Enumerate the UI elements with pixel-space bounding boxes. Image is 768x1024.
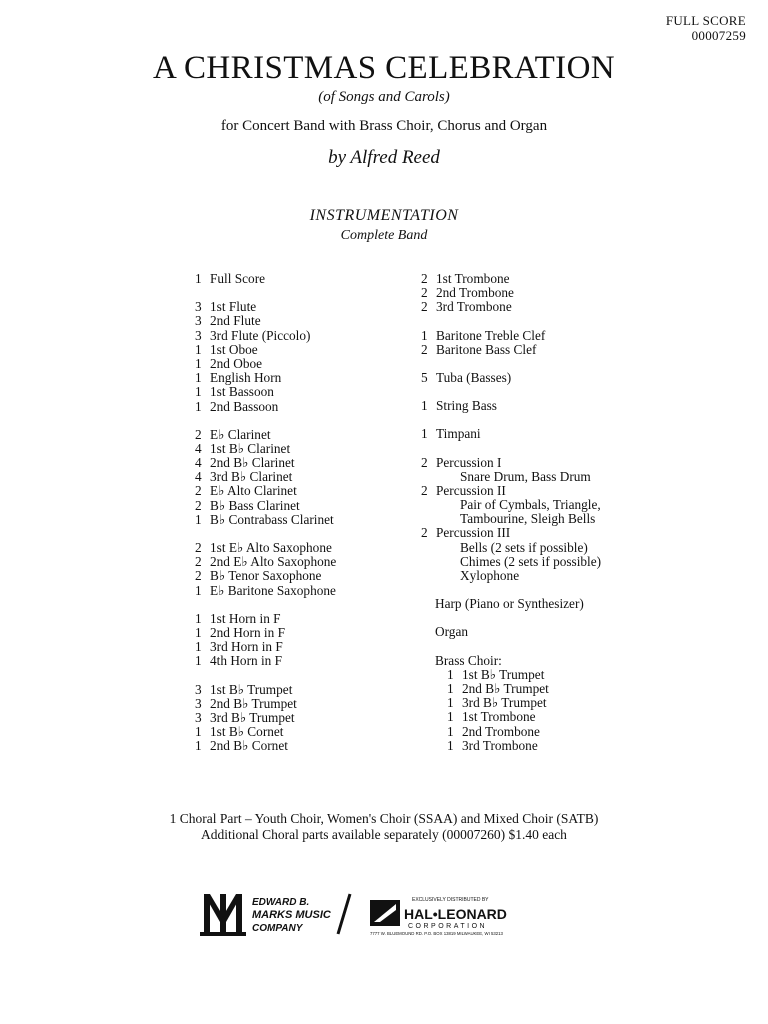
- instrument-quantity: 1: [447, 709, 454, 725]
- instrument-quantity: [421, 597, 435, 611]
- instrument-quantity: 1: [421, 426, 428, 442]
- instrument-name: Full Score: [210, 271, 266, 286]
- instrument-quantity: 1: [195, 511, 202, 527]
- instrument-row: [421, 555, 601, 569]
- instrument-quantity: 1: [195, 355, 202, 371]
- instrument-row: [195, 300, 336, 314]
- instrument-row: [421, 484, 601, 498]
- instrument-name: Organ: [435, 624, 468, 640]
- instrument-row: [421, 456, 601, 470]
- instrument-name: Pair of Cymbals, Triangle,: [460, 497, 601, 513]
- logo2-name: HAL•LEONARD: [404, 906, 507, 922]
- logo1-line1: EDWARD B.: [252, 897, 310, 908]
- logo2-corp: CORPORATION: [408, 923, 488, 930]
- instrument-quantity: [421, 498, 436, 512]
- hal-leonard-logo: [370, 897, 507, 936]
- instrument-quantity: 3: [195, 327, 202, 343]
- instrument-quantity: 2: [195, 568, 202, 584]
- score-type: FULL SCORE: [665, 13, 746, 28]
- instrument-name: Bells (2 sets if possible): [460, 539, 588, 555]
- instrument-name: 1st Horn in F: [210, 610, 281, 626]
- instrument-row: [421, 696, 601, 710]
- instrument-list-right: [421, 272, 601, 753]
- instrument-name: Percussion I: [436, 454, 502, 470]
- instrument-name: 2nd Trombone: [436, 285, 514, 301]
- instrument-quantity: 1: [195, 271, 202, 286]
- instrument-quantity: 1: [447, 666, 454, 682]
- instrument-row: [421, 725, 601, 739]
- page-title: A CHRISTMAS CELEBRATION: [152, 50, 616, 86]
- instrument-quantity: 4: [195, 469, 202, 485]
- score-header: [666, 13, 746, 43]
- instrument-name: 2nd B♭ Trumpet: [210, 695, 297, 711]
- instrument-quantity: [421, 541, 436, 555]
- instrument-row: [195, 654, 336, 668]
- instrument-name: 3rd Flute (Piccolo): [210, 327, 311, 343]
- instrument-name: 2nd B♭ Cornet: [210, 738, 288, 754]
- composer: by Alfred Reed: [328, 147, 440, 168]
- choral-line-2: Additional Choral parts available separately (00007260) $1.40 each: [201, 827, 567, 842]
- instrument-quantity: 1: [195, 724, 202, 740]
- instrument-name: 2nd B♭ Trumpet: [462, 680, 549, 696]
- instrument-row: [195, 612, 336, 626]
- instrument-name: 1st Bassoon: [210, 384, 274, 400]
- instrument-name: B♭ Contrabass Clarinet: [210, 511, 334, 527]
- instrument-quantity: 1: [195, 370, 202, 386]
- instrument-name: Snare Drum, Bass Drum: [460, 468, 591, 484]
- instrument-row: [195, 371, 336, 385]
- instrument-name: 3rd B♭ Trumpet: [462, 695, 547, 711]
- instrument-name: B♭ Tenor Saxophone: [210, 568, 322, 584]
- instrument-name: 2nd E♭ Alto Saxophone: [210, 554, 337, 570]
- logo1-line2: MARKS MUSIC: [252, 909, 331, 921]
- instrument-name: 2nd Oboe: [210, 355, 263, 371]
- instrument-row: [421, 286, 601, 300]
- brass-choir-row: [421, 654, 601, 668]
- instrument-row: [421, 300, 601, 314]
- instrument-row: [195, 626, 336, 640]
- instrument-quantity: 2: [421, 454, 428, 470]
- instrument-row: [195, 683, 336, 697]
- brass-choir-spacer: [421, 654, 435, 668]
- instrument-row: [195, 484, 336, 498]
- catalog-number: 00007259: [691, 28, 746, 43]
- instrument-quantity: 3: [195, 681, 202, 697]
- instrument-quantity: 1: [447, 737, 454, 753]
- instrument-row: [195, 697, 336, 711]
- instrument-quantity: 1: [195, 738, 202, 754]
- logo-divider: [338, 894, 350, 934]
- instrument-name: E♭ Clarinet: [210, 426, 271, 442]
- instrument-row: [421, 710, 601, 724]
- instrument-row: [421, 329, 601, 343]
- instrument-name: Harp (Piano or Synthesizer): [435, 596, 584, 612]
- instrument-quantity: 4: [195, 440, 202, 456]
- instrument-row: [421, 512, 601, 526]
- instrument-quantity: 1: [195, 610, 202, 626]
- instrument-quantity: 1: [195, 398, 202, 414]
- instrument-quantity: 1: [195, 639, 202, 655]
- choral-note: [0, 811, 768, 843]
- instrument-name: 3rd B♭ Clarinet: [210, 469, 293, 485]
- instrument-quantity: [421, 569, 436, 583]
- instrument-name: 3rd B♭ Trumpet: [210, 709, 295, 725]
- logo2-top: EXCLUSIVELY DISTRIBUTED BY: [412, 897, 489, 903]
- instrument-name: E♭ Alto Clarinet: [210, 483, 297, 499]
- instrument-name: 1st E♭ Alto Saxophone: [210, 540, 332, 555]
- instrument-name: Percussion II: [436, 482, 506, 498]
- instrument-row: [195, 640, 336, 654]
- instrument-name: 1st Trombone: [462, 709, 536, 725]
- instrument-name: B♭ Bass Clarinet: [210, 497, 300, 513]
- instrument-row: [421, 427, 601, 441]
- instrument-row: [195, 442, 336, 456]
- instrument-quantity: 3: [195, 299, 202, 315]
- instrument-row: [421, 498, 601, 512]
- instrument-row: [195, 428, 336, 442]
- instrument-quantity: 1: [421, 327, 428, 343]
- instrument-row: [421, 739, 601, 753]
- instrument-quantity: [421, 512, 436, 526]
- instrument-name: Percussion III: [436, 525, 511, 541]
- subtitle: (of Songs and Carols): [318, 89, 450, 105]
- choral-line-1: 1 Choral Part – Youth Choir, Women's Choir (SSAA) and Mixed Choir (SATB): [169, 811, 599, 826]
- instrument-name: 2nd B♭ Clarinet: [210, 455, 295, 471]
- publisher-logo-graphic: [200, 892, 560, 936]
- instrument-quantity: [421, 625, 435, 639]
- instrument-quantity: 2: [195, 426, 202, 442]
- instrument-quantity: 2: [195, 497, 202, 513]
- instrument-name: Baritone Bass Clef: [436, 341, 537, 357]
- instrument-row: [195, 385, 336, 399]
- instrument-row: [421, 526, 601, 540]
- instrument-row: [195, 357, 336, 371]
- instrument-name: 1st Oboe: [210, 341, 258, 357]
- instrument-row: [421, 682, 601, 696]
- instrument-name: String Bass: [436, 398, 497, 414]
- instrument-quantity: 2: [421, 285, 428, 301]
- instrument-row: [421, 399, 601, 413]
- instrument-name: 1st B♭ Trumpet: [210, 681, 293, 697]
- instrument-name: 3rd Trombone: [462, 737, 538, 753]
- instrument-quantity: 1: [195, 624, 202, 640]
- instrument-name: Xylophone: [460, 568, 520, 583]
- instrument-quantity: 1: [195, 582, 202, 598]
- section-heading: INSTRUMENTATION: [309, 207, 459, 224]
- instrument-row: [195, 400, 336, 414]
- brass-choir-label: Brass Choir:: [435, 652, 502, 668]
- instrument-row: [421, 668, 601, 682]
- instrument-quantity: 1: [195, 341, 202, 357]
- instrument-name: Tuba (Basses): [436, 369, 512, 385]
- instrument-row: [195, 584, 336, 598]
- instrument-quantity: 2: [421, 341, 428, 357]
- instrument-name: Baritone Treble Clef: [436, 327, 546, 343]
- instrument-quantity: 3: [195, 709, 202, 725]
- instrument-quantity: 1: [447, 680, 454, 696]
- instrument-row: [195, 569, 336, 583]
- instrument-quantity: [421, 555, 436, 569]
- instrument-quantity: 2: [421, 525, 428, 541]
- instrument-quantity: 5: [421, 369, 428, 385]
- instrument-name: 2nd Trombone: [462, 723, 540, 739]
- instrument-name: 1st Flute: [210, 299, 257, 315]
- instrument-row: [195, 513, 336, 527]
- instrument-quantity: 2: [421, 482, 428, 498]
- instrument-row: [421, 371, 601, 385]
- instrument-row: [195, 711, 336, 725]
- instrument-name: 1st Trombone: [436, 271, 510, 286]
- instrument-row: [421, 625, 601, 639]
- instrument-row: [195, 499, 336, 513]
- instrument-row: [195, 555, 336, 569]
- instrument-name: 3rd Horn in F: [210, 639, 283, 655]
- instrument-quantity: 1: [447, 695, 454, 711]
- instrument-row: [195, 329, 336, 343]
- instrument-quantity: 4: [195, 455, 202, 471]
- instrument-name: Timpani: [436, 426, 481, 442]
- instrument-row: [195, 470, 336, 484]
- instrument-name: 4th Horn in F: [210, 653, 283, 669]
- instrument-name: 3rd Trombone: [436, 299, 512, 315]
- instrument-row: [195, 725, 336, 739]
- instrument-name: 2nd Bassoon: [210, 398, 279, 414]
- instrument-quantity: 2: [421, 299, 428, 315]
- instrument-row: [195, 343, 336, 357]
- instrument-name: 1st B♭ Clarinet: [210, 440, 291, 456]
- section-subheading: Complete Band: [340, 228, 428, 243]
- logo1-line3: COMPANY: [252, 923, 303, 934]
- instrument-row: [195, 541, 336, 555]
- instrument-name: English Horn: [210, 370, 282, 386]
- instrument-name: 2nd Horn in F: [210, 624, 285, 640]
- instrument-quantity: 1: [195, 384, 202, 400]
- instrument-row: [421, 470, 601, 484]
- instrument-quantity: 3: [195, 313, 202, 329]
- instrument-quantity: 1: [195, 653, 202, 669]
- instrument-row: [421, 272, 601, 286]
- instrument-row: [421, 343, 601, 357]
- instrument-row: [421, 597, 601, 611]
- instrument-name: 1st B♭ Trumpet: [462, 666, 545, 682]
- instrument-quantity: 2: [195, 554, 202, 570]
- instrument-name: Tambourine, Sleigh Bells: [460, 511, 596, 527]
- instrument-quantity: 2: [195, 540, 202, 555]
- instrument-row: [195, 739, 336, 753]
- instrument-quantity: 3: [195, 695, 202, 711]
- publisher-logos: [200, 892, 560, 936]
- instrument-name: 2nd Flute: [210, 313, 261, 329]
- instrument-row: [195, 314, 336, 328]
- instrument-quantity: 1: [447, 723, 454, 739]
- instrument-quantity: [421, 470, 436, 484]
- instrument-list-left: [195, 272, 336, 753]
- instrument-quantity: 2: [195, 483, 202, 499]
- scoring-line: for Concert Band with Brass Choir, Chorus and Organ: [220, 118, 548, 134]
- instrument-quantity: 1: [421, 398, 428, 414]
- instrument-name: Chimes (2 sets if possible): [460, 553, 602, 569]
- instrument-name: 1st B♭ Cornet: [210, 724, 284, 740]
- instrument-name: E♭ Baritone Saxophone: [210, 582, 336, 598]
- instrument-quantity: 2: [421, 271, 428, 286]
- logo2-address: 7777 W. BLUEMOUND RD. P.O. BOX 13819 MILWAUKEE, WI 53213: [370, 931, 503, 936]
- instrument-row: [421, 541, 601, 555]
- instrument-row: [195, 272, 336, 286]
- marks-music-logo: [200, 894, 332, 936]
- instrument-row: [421, 569, 601, 583]
- instrument-row: [195, 456, 336, 470]
